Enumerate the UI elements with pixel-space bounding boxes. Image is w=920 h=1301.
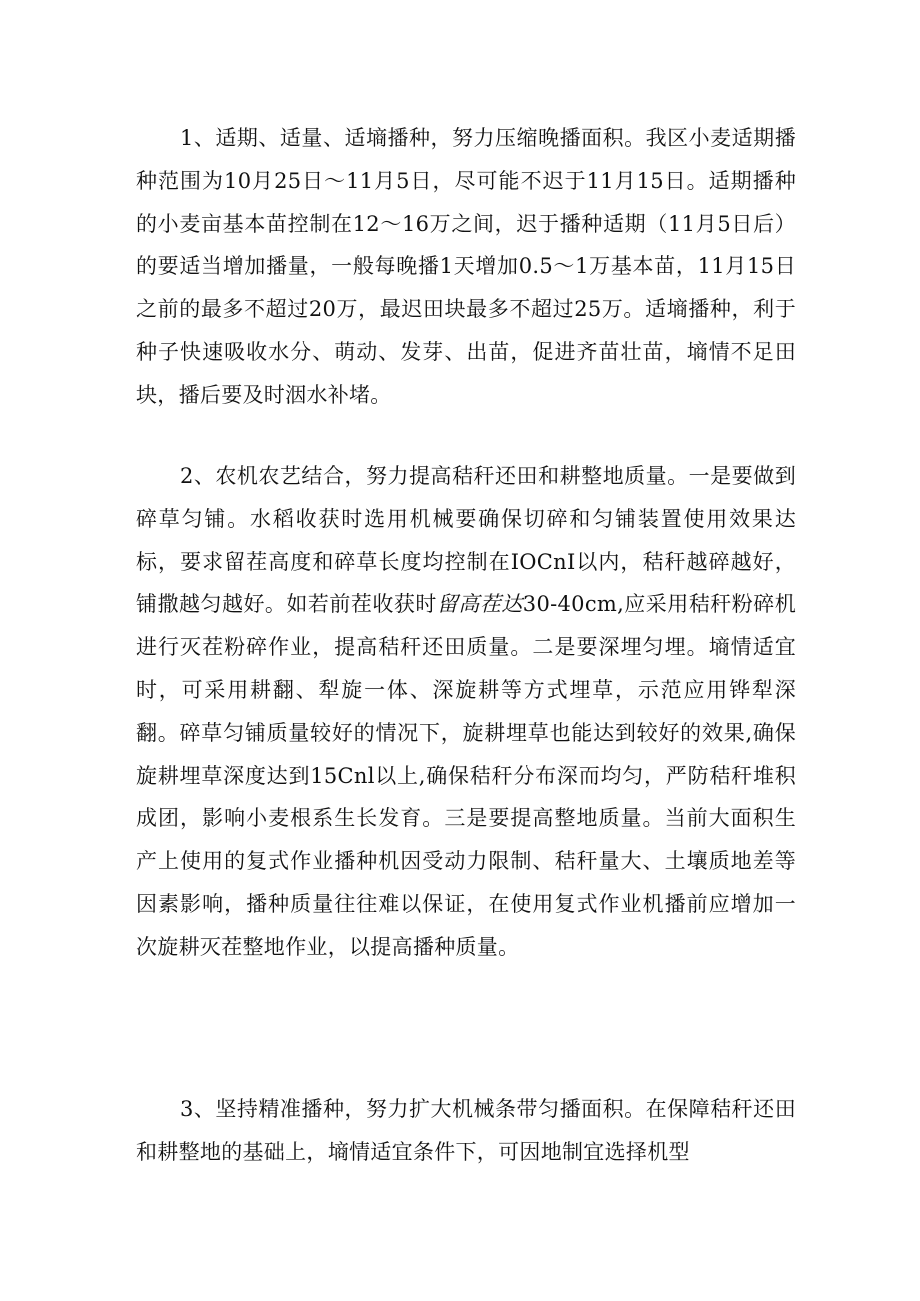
paragraph-2 <box>136 455 796 969</box>
paragraph-2-part-b: 30-40cm,应采用秸秆粉碎机进行灭茬粉碎作业，提高秸秆还田质量。二是要深埋匀埋。墒情适宜时，可采用耕翻、犁旋一体、深旋耕等方式埋草，示范应用铧犁深翻。碎草匀铺质量较好的情况下，旋耕埋草也能达到较好的效果,确保旋耕埋草深度达到15Cnl以上,确保秸秆分布深而均匀，严防秸秆堆积成团，影响小麦根系生长发育。三是要提高整地质量。当前大面积生产上使用的复式作业播种机因受动力限制、秸秆量大、土壤质地差等因素影响，播种质量往往难以保证，在使用复式作业机播前应增加一次旋耕灭茬整地作业，以提高播种质量。 <box>136 592 796 959</box>
paragraph-2-italic-run: 留高茬达 <box>436 592 523 617</box>
paragraph-1: 1、适期、适量、适墒播种，努力压缩晚播面积。我区小麦适期播种范围为10月25日～11月5日，尽可能不迟于11月15日。适期播种的小麦亩基本苗控制在12～16万之间，迟于播种适期（11月5日后）的要适当增加播量，一般每晚播1天增加0.5～1万基本苗，11月15日之前的最多不超过20万，最迟田块最多不超过25万。适墒播种，利于种子快速吸收水分、萌动、发芽、出苗，促进齐苗壮苗，墒情不足田块，播后要及时洇水补堵。 <box>136 126 796 407</box>
paragraph-2-part-a: 2、农机农艺结合，努力提高秸秆还田和耕整地质量。一是要做到碎草匀铺。水稻收获时选用机械要确保切碎和匀铺装置使用效果达标，要求留茬高度和碎草长度均控制在IOCnI以内，秸秆越碎越好，铺撒越匀越好。如若前茬收获时 <box>136 464 796 617</box>
paragraph-3: 3、坚持精准播种，努力扩大机械条带匀播面积。在保障秸秆还田和耕整地的基础上，墒情适宜条件下，可因地制宜选择机型 <box>136 1097 796 1164</box>
